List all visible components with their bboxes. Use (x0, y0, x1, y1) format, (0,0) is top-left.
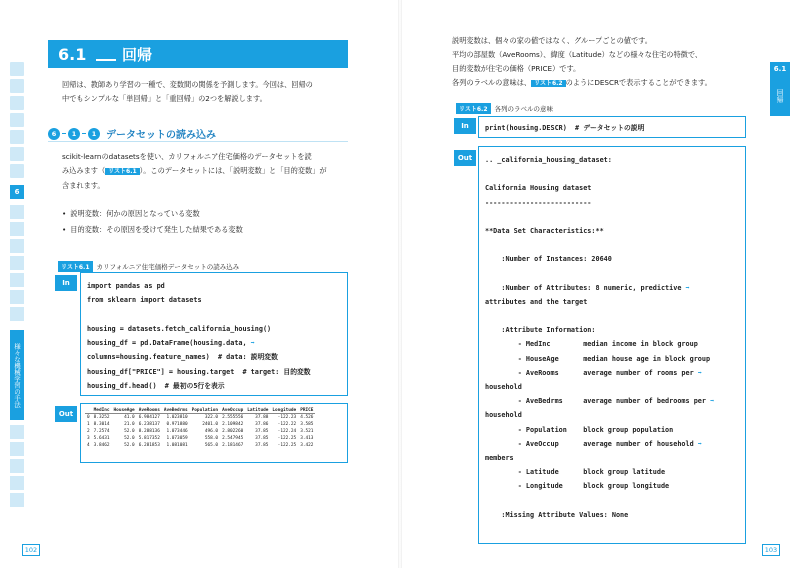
table-cell: 4 (87, 443, 90, 448)
dataframe-table (85, 408, 315, 449)
chapter-tab[interactable] (10, 442, 24, 456)
table-cell: 6.238137 (138, 422, 160, 427)
table-cell: 37.85 (255, 443, 269, 448)
intro-line: 回帰は、教師あり学習の一種で、変数間の関係を予測します。今回は、回帰の (62, 80, 313, 89)
output-lines (485, 153, 739, 522)
listing-tag: リスト6.1 (58, 261, 93, 272)
output-line: attributes and the target (485, 297, 588, 306)
body-text: み込みます（ (62, 166, 106, 175)
left-edge-tabs-bottom (10, 425, 24, 510)
output-line: -------------------------- (485, 198, 592, 207)
table-row (85, 435, 315, 442)
output-line: :Number of Instances: 20640 (485, 255, 612, 264)
output-line: - HouseAge median house age in block group (485, 354, 711, 363)
chapter-tab[interactable] (10, 96, 24, 110)
body-line: 目的変数が住宅の価格（PRICE）です。 (452, 64, 581, 73)
chapter-tab[interactable] (10, 222, 24, 236)
output-line (485, 238, 739, 252)
section-title: 回帰 (122, 45, 153, 64)
table-cell: 21.0 (124, 422, 135, 427)
body-line (452, 76, 772, 91)
out-label: Out (454, 150, 476, 166)
table-row (85, 414, 315, 422)
table-cell: 1.073059 (166, 436, 188, 441)
current-section-tab[interactable]: 6.1 (770, 62, 790, 76)
output-line (485, 267, 739, 281)
table-cell: -122.24 (277, 429, 297, 434)
body-paragraph (62, 150, 352, 193)
in-label: In (454, 118, 476, 134)
page-number-left: 102 (22, 544, 40, 556)
body-line: 平均の部屋数（AveRooms）、緯度（Latitude）などの様々な住宅の特徴で、 (452, 50, 703, 59)
table-header-cell: HouseAge (113, 408, 135, 413)
chapter-tab[interactable] (10, 79, 24, 93)
left-edge-tabs (10, 62, 24, 181)
table-cell: 5.6431 (93, 436, 110, 441)
subsection-badges (48, 128, 100, 140)
code-line (87, 308, 341, 322)
table-header-cell: AveRooms (138, 408, 160, 413)
table-cell: 1.073446 (166, 429, 188, 434)
bullet-item: • 目的変数：その原因を受けて発生した結果である変数 (62, 222, 243, 238)
code-line: import pandas as pd (87, 282, 165, 290)
out-label: Out (55, 406, 77, 422)
page-number-right: 103 (762, 544, 780, 556)
listing-reference[interactable]: リスト6.2 (531, 80, 566, 87)
body-text: のようにDESCRで表示することができます。 (565, 78, 712, 87)
table-cell: -122.23 (277, 415, 297, 420)
right-intro-paragraph (452, 34, 772, 91)
table-cell: 322.0 (204, 415, 219, 420)
chapter-tab[interactable] (10, 273, 24, 287)
chapter-tab[interactable] (10, 164, 24, 178)
table-cell: 37.86 (255, 422, 269, 427)
output-line: household (485, 383, 522, 391)
output-line (485, 494, 739, 508)
output-line: :Attribute Information: (485, 326, 596, 335)
wrap-arrow-icon: ➡ (693, 439, 702, 448)
code-cell-output (80, 403, 348, 463)
table-header-row (85, 408, 315, 414)
table-cell: 2.109842 (222, 422, 244, 427)
wrap-arrow-icon: ➡ (681, 283, 690, 292)
output-line: :Number of Attributes: 8 numeric, predictive ➡ (485, 283, 690, 292)
chapter-tab[interactable] (10, 205, 24, 219)
table-header-cell: PRICE (300, 408, 314, 413)
intro-paragraph (62, 78, 352, 106)
output-line: - Longitude block group longitude (485, 482, 670, 491)
section-divider (96, 59, 116, 61)
code-line: housing_df["PRICE"] = housing.target # target: 目的変数 (87, 367, 311, 376)
chapter-vertical-label: 様々な機械学習の手法 (10, 330, 24, 420)
table-cell: 7.2574 (93, 429, 110, 434)
in-label: In (55, 275, 77, 291)
chapter-tab[interactable] (10, 113, 24, 127)
page-gutter (398, 0, 402, 568)
subsection-header (48, 126, 348, 142)
code-cell-input[interactable] (80, 272, 348, 396)
subsection-badge: 1 (68, 128, 80, 140)
output-line: **Data Set Characteristics:** (485, 226, 604, 235)
wrap-arrow-icon: ➡ (705, 397, 715, 406)
table-cell: 0 (87, 415, 90, 420)
table-cell: 3.413 (300, 436, 314, 441)
badge-dash (62, 133, 66, 134)
chapter-tab[interactable] (10, 147, 24, 161)
listing-reference[interactable]: リスト6.1 (105, 168, 140, 175)
code-line: housing = datasets.fetch_california_housing() (87, 324, 272, 333)
chapter-tab[interactable] (10, 307, 24, 321)
subsection-badge: 1 (88, 128, 100, 140)
table-cell: 3.422 (300, 443, 314, 448)
output-line (485, 167, 739, 181)
table-cell: 3.8462 (93, 443, 110, 448)
subsection-title: データセットの読み込み (106, 130, 216, 141)
chapter-tab[interactable] (10, 62, 24, 76)
table-cell: -122.25 (277, 436, 297, 441)
output-line: - MedInc median income in block group (485, 340, 698, 349)
table-cell: 2.555556 (222, 415, 244, 420)
table-cell: 6.281853 (138, 443, 160, 448)
code-cell-input[interactable] (478, 116, 746, 138)
chapter-tab[interactable] (10, 130, 24, 144)
listing-header (58, 261, 239, 272)
chapter-tab[interactable] (10, 290, 24, 304)
table-cell: 3 (87, 436, 90, 441)
current-chapter-tab[interactable]: 6 (10, 185, 24, 199)
table-cell: 3.521 (300, 429, 314, 434)
output-line: household (485, 411, 522, 420)
chapter-tab[interactable] (10, 239, 24, 253)
table-cell: 41.0 (124, 415, 135, 420)
table-header-cell: Population (191, 408, 219, 413)
table-cell: 558.0 (204, 436, 219, 441)
table-cell: 52.0 (124, 436, 135, 441)
section-header (48, 40, 348, 68)
table-cell: 6.984127 (138, 415, 160, 420)
table-row (85, 428, 315, 435)
table-cell: 496.0 (204, 429, 219, 434)
table-cell: 37.88 (255, 415, 269, 420)
bullet-item: • 説明変数：何かの原因となっている変数 (62, 206, 243, 222)
output-line: - Population block group population (485, 425, 674, 434)
table-header-cell: MedInc (93, 408, 110, 413)
table-header-cell: AveBedrms (163, 408, 188, 413)
code-lines (87, 279, 341, 393)
code-line: housing_df.head() # 最初の5行を表示 (87, 382, 225, 391)
chapter-tab[interactable] (10, 493, 24, 507)
table-cell: 5.817352 (138, 436, 160, 441)
listing-header (456, 103, 553, 114)
section-vertical-label: 回帰 (770, 76, 790, 116)
code-line: from sklearn import datasets (87, 296, 202, 305)
output-line (485, 210, 739, 224)
body-line: 含まれます。 (62, 181, 105, 190)
right-edge-tabs (770, 62, 790, 116)
wrap-arrow-icon: ➡ (693, 368, 702, 377)
subsection-badge: 6 (48, 128, 60, 140)
table-cell: 0.971880 (166, 422, 188, 427)
listing-caption: 各列のラベルの意味 (494, 105, 554, 113)
output-line: - AveRooms average number of rooms per ➡ (485, 368, 702, 377)
table-cell: 8.3014 (93, 422, 110, 427)
output-line: California Housing dataset (485, 184, 592, 193)
badge-dash (82, 133, 86, 134)
table-row (85, 442, 315, 449)
table-cell: 1.023810 (166, 415, 188, 420)
table-cell: 3.585 (300, 422, 314, 427)
table-header-cell: Latitude (247, 408, 269, 413)
table-cell: 8.3252 (93, 415, 110, 420)
table-cell: 1.081081 (166, 443, 188, 448)
bullet-list (62, 206, 243, 238)
table-cell: 37.85 (255, 436, 269, 441)
table-cell: 2.802260 (222, 429, 244, 434)
body-text: 各列のラベルの意味は、 (452, 78, 532, 87)
table-cell: 2401.0 (202, 422, 219, 427)
code-line: print(housing.DESCR) # データセットの説明 (485, 124, 645, 132)
table-body (85, 414, 315, 450)
output-line: members (485, 453, 514, 462)
chapter-tab[interactable] (10, 476, 24, 490)
code-cell-output (478, 146, 746, 544)
output-line: .. _california_housing_dataset: (485, 156, 612, 164)
chapter-tab[interactable] (10, 425, 24, 439)
table-cell: 2.181467 (222, 443, 244, 448)
table-cell: 52.0 (124, 443, 135, 448)
table-cell: 37.85 (255, 429, 269, 434)
code-line: columns=housing.feature_names) # data: 説明変数 (87, 353, 278, 362)
code-line: housing_df = pd.DataFrame(housing.data, ➡ (87, 339, 255, 348)
chapter-tab[interactable] (10, 459, 24, 473)
body-line: scikit-learnのdatasetsを使い、カリフォルニア住宅価格のデータセットを読 (62, 152, 312, 161)
output-line (485, 309, 739, 323)
body-line: 説明変数は、個々の家の値ではなく、グループごとの値です。 (452, 36, 652, 45)
table-cell: 8.288136 (138, 429, 160, 434)
chapter-tab[interactable] (10, 256, 24, 270)
table-header-cell: AveOccup (222, 408, 244, 413)
table-cell: 2 (87, 429, 90, 434)
body-line (62, 164, 352, 179)
table-cell: -122.22 (277, 422, 297, 427)
table-cell: 565.0 (204, 443, 219, 448)
output-line: - Latitude block group latitude (485, 468, 666, 477)
output-line: :Missing Attribute Values: None (485, 510, 629, 519)
listing-caption: カリフォルニア住宅価格データセットの読み込み (96, 263, 240, 271)
table-header-cell: Longitude (272, 408, 297, 413)
table-cell: 52.0 (124, 429, 135, 434)
table-cell: 1 (87, 422, 90, 427)
output-line: - AveOccup average number of household ➡ (485, 439, 702, 448)
listing-tag: リスト6.2 (456, 103, 491, 114)
body-text: ）。このデータセットには、「説明変数」と「目的変数」が (139, 166, 327, 175)
table-cell: 4.526 (300, 415, 314, 420)
wrap-arrow-icon: ➡ (246, 339, 255, 348)
table-row (85, 421, 315, 428)
left-edge-tabs-lower (10, 205, 24, 324)
section-number: 6.1 (58, 44, 87, 64)
intro-line: 中でもシンプルな「単回帰」と「重回帰」の2つを解説します。 (62, 94, 267, 103)
table-cell: 2.547945 (222, 436, 244, 441)
table-cell: -122.25 (277, 443, 297, 448)
output-line: - AveBedrms average number of bedrooms per ➡ (485, 397, 715, 406)
